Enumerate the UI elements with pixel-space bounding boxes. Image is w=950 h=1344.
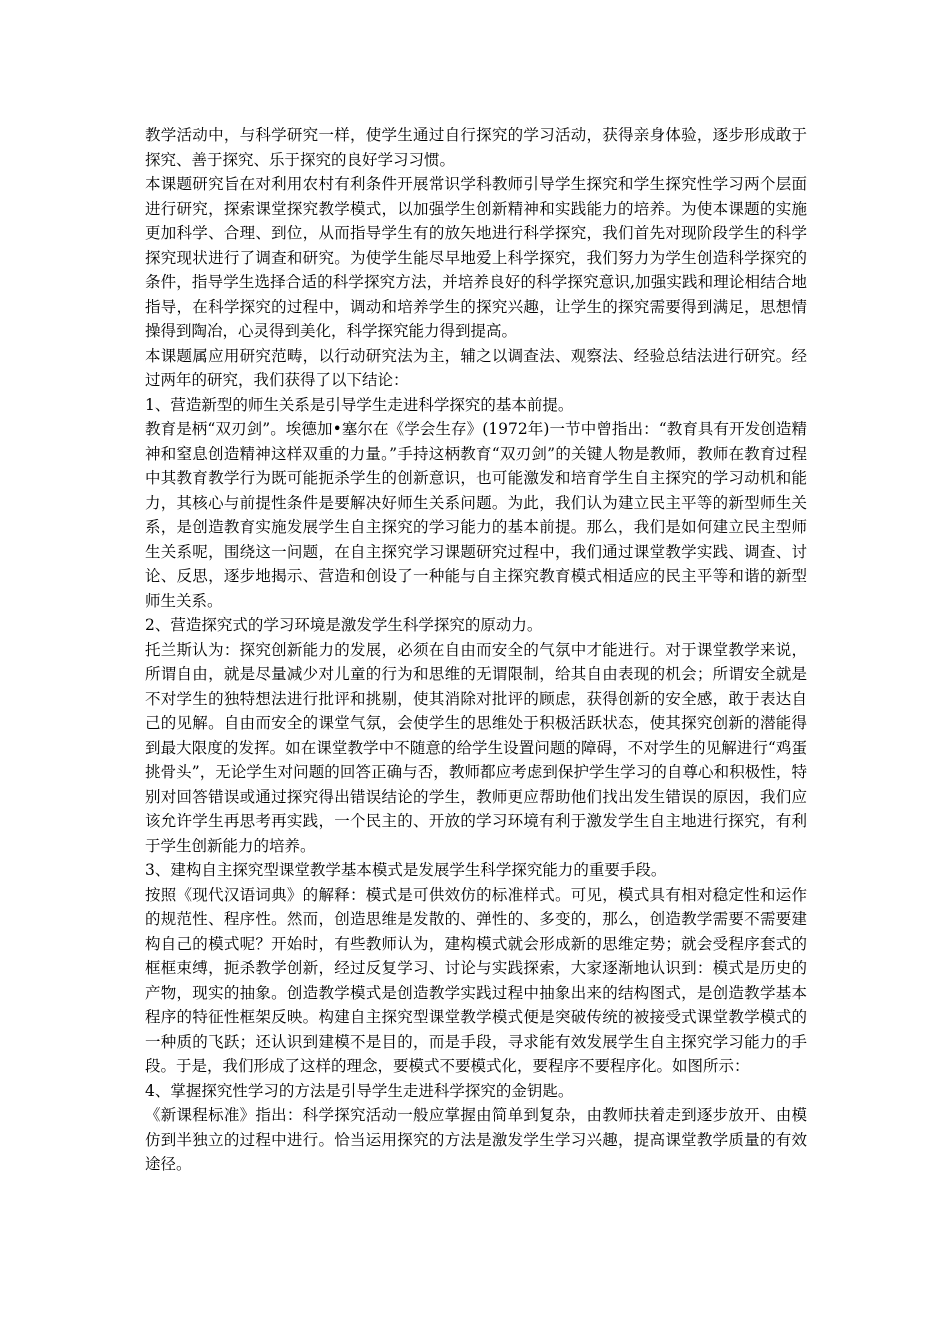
- paragraph-research-aim: 本课题研究旨在对利用农村有利条件开展常识学科教师引导学生探究和学生探究性学习两个层面进行研究，探索课堂探究教学模式，以加强学生创新精神和实践能力的培养。为使本课题的实施更加科学、合理、到位，从而指导学生有的放矢地进行科学探究，我们首先对现阶段学生的科学探究现状进行了调查和研究。为使学生能尽早地爱上科学探究，我们努力为学生创造科学探究的条件，指导学生选择合适的科学探究方法，并培养良好的科学探究意识,加强实践和理论相结合地指导，在科学探究的过程中，调动和培养学生的探究兴趣，让学生的探究需要得到满足，思想情操得到陶冶，心灵得到美化，科学探究能力得到提高。: [145, 175, 807, 340]
- paragraph-learning-environment: 托兰斯认为：探究创新能力的发展，必须在自由而安全的气氛中才能进行。对于课堂教学来说，所谓自由，就是尽量减少对儿童的行为和思维的无谓限制，给其自由表现的机会；所谓安全就是不对学生的独特想法进行批评和挑剔，使其消除对批评的顾虑，获得创新的安全感，敢于表达自己的见解。自由而安全的课堂气氛，会使学生的思维处于积极活跃状态，使其探究创新的潜能得到最大限度的发挥。如在课堂教学中不随意的给学生设置问题的障碍，不对学生的见解进行“鸡蛋挑骨头”，无论学生对问题的回答正确与否，教师都应考虑到保护学生学习的自尊心和积极性，特别对回答错误或通过探究得出错误结论的学生，教师更应帮助他们找出发生错误的原因，我们应该允许学生再思考再实践，一个民主的、开放的学习环境有利于激发学生自主地进行探究，有利于学生创新能力的培养。: [145, 640, 807, 855]
- paragraph-inquiry-methods: 《新课程标准》指出：科学探究活动一般应掌握由简单到复杂，由教师扶着走到逐步放开、由模仿到半独立的过程中进行。恰当运用探究的方法是激发学生学习兴趣，提高课堂教学质量的有效途径。: [145, 1106, 807, 1173]
- paragraph-teacher-student-relationship: 教育是柄“双刃剑”。埃德加•塞尔在《学会生存》(1972年)一节中曾指出：“教育具有开发创造精神和窒息创造精神这样双重的力量。”手持这柄教育“双刃剑”的关键人物是教师，教师在教育过程中其教育教学行为既可能扼杀学生的创新意识，也可能激发和培育学生自主探究的学习动机和能力，其核心与前提性条件是要解决好师生关系问题。为此，我们认为建立民主平等的新型师生关系，是创造教育实施发展学生自主探究的学习能力的基本前提。那么，我们是如何建立民主型师生关系呢，围绕这一问题，在自主探究学习课题研究过程中，我们通过课堂教学实践、调查、讨论、反思，逐步地揭示、营造和创设了一种能与自主探究教育模式相适应的民主平等和谐的新型师生关系。: [145, 420, 807, 610]
- paragraph-intro-continued: 教学活动中，与科学研究一样，使学生通过自行探究的学习活动，获得亲身体验，逐步形成敢于探究、善于探究、乐于探究的良好学习习惯。: [145, 126, 807, 169]
- section-heading-3: 3、建构自主探究型课堂教学基本模式是发展学生科学探究能力的重要手段。: [145, 861, 667, 879]
- section-heading-1: 1、营造新型的师生关系是引导学生走进科学探究的基本前提。: [145, 395, 574, 414]
- document-page: [145, 123, 807, 1177]
- paragraph-research-method: 本课题属应用研究范畴，以行动研究法为主，辅之以调查法、观察法、经验总结法进行研究。经过两年的研究，我们获得了以下结论：: [145, 346, 807, 389]
- paragraph-teaching-model: 按照《现代汉语词典》的解释：模式是可供效仿的标准样式。可见，模式具有相对稳定性和运作的规范性、程序性。然而，创造思维是发散的、弹性的、多变的，那么，创造教学需要不需要建构自己的模式呢？开始时，有些教师认为，建构模式就会形成新的思维定势；就会受程序套式的框框束缚，扼杀教学创新，经过反复学习、讨论与实践探索，大家逐渐地认识到：模式是历史的产物，现实的抽象。创造教学模式是创造教学实践过程中抽象出来的结构图式，是创造教学基本程序的特征性框架反映。构建自主探究型课堂教学模式便是突破传统的被接受式课堂教学模式的一种质的飞跃；还认识到建模不是目的，而是手段，寻求能有效发展学生自主探究学习能力的手段。于是，我们形成了这样的理念，要模式不要模式化，要程序不要程序化。如图所示：: [145, 885, 807, 1075]
- section-heading-4: 4、掌握探究性学习的方法是引导学生走进科学探究的金钥匙。: [145, 1081, 574, 1100]
- section-heading-2: 2、营造探究式的学习环境是激发学生科学探究的原动力。: [145, 616, 543, 634]
